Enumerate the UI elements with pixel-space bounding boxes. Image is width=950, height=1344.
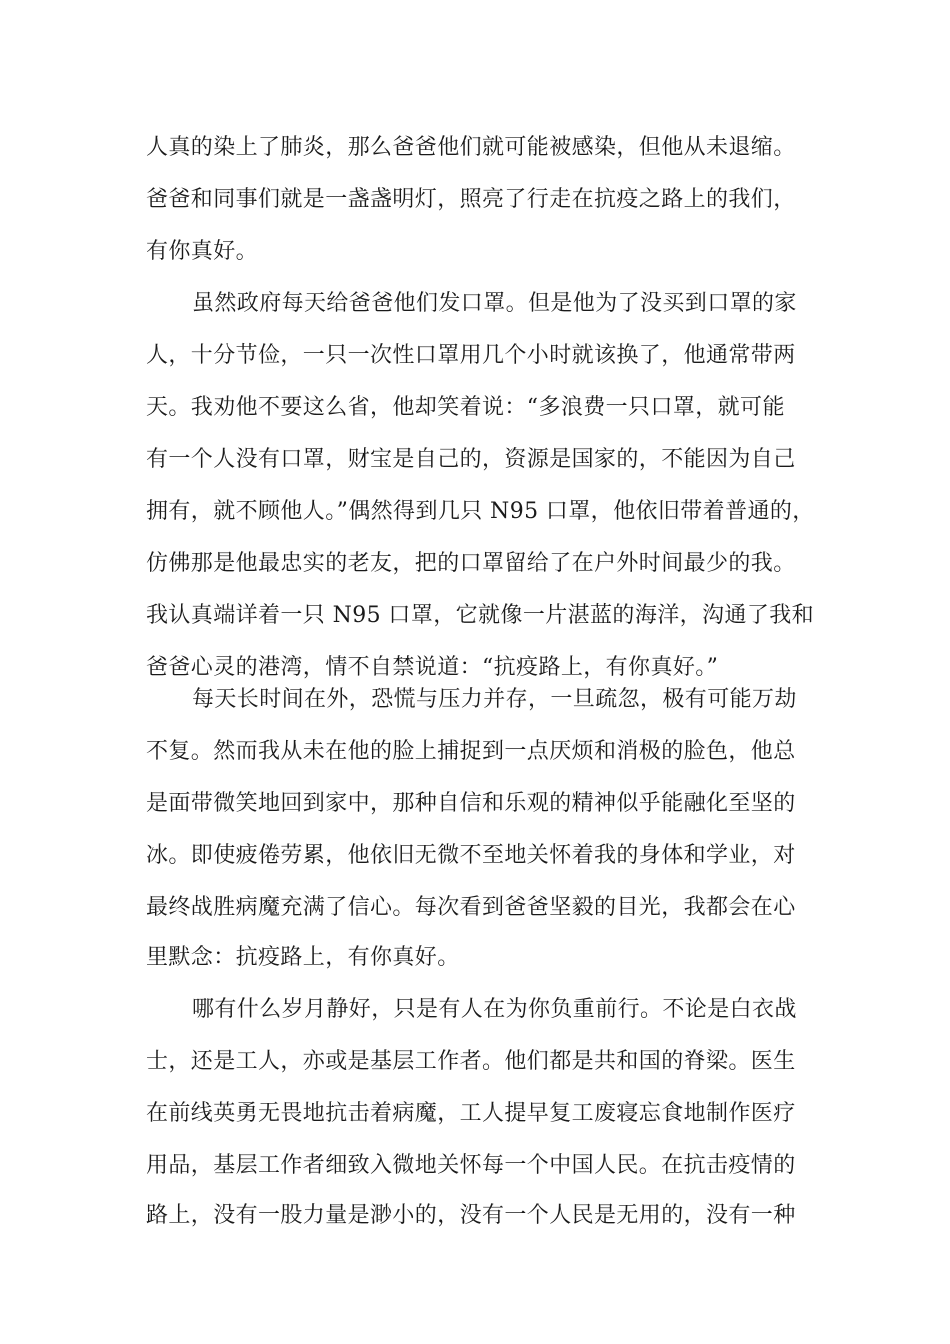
text-line: 我认真端详着一只 N95 口罩，它就像一片湛蓝的海洋，沟通了我和 [146, 603, 815, 628]
text-line: 仿佛那是他最忠实的老友，把的口罩留给了在户外时间最少的我。 [146, 551, 796, 576]
text-line: 爸爸和同事们就是一盏盏明灯，照亮了行走在抗疫之路上的我们， [146, 187, 796, 212]
text-line: 是面带微笑地回到家中，那种自信和乐观的精神似乎能融化至坚的 [146, 791, 796, 816]
paragraph-first-line: 哪有什么岁月静好，只是有人在为你负重前行。不论是白衣战 [192, 997, 797, 1022]
text-line: 里默念：抗疫路上，有你真好。 [146, 945, 460, 970]
text-line: 天。我劝他不要这么省，他却笑着说：“多浪费一只口罩，就可能 [146, 395, 785, 420]
text-line: 冰。即使疲倦劳累，他依旧无微不至地关怀着我的身体和学业，对 [146, 843, 796, 868]
paragraph-first-line: 每天长时间在外，恐慌与压力并存，一旦疏忽，极有可能万劫 [192, 687, 797, 712]
text-line: 有你真好。 [146, 239, 259, 264]
text-line: 有一个人没有口罩，财宝是自己的，资源是国家的，不能因为自己 [146, 447, 796, 472]
text-line: 士，还是工人，亦或是基层工作者。他们都是共和国的脊梁。医生 [146, 1049, 796, 1074]
text-line: 不复。然而我从未在他的脸上捕捉到一点厌烦和消极的脸色，他总 [146, 739, 796, 764]
text-line: 在前线英勇无畏地抗击着病魔，工人提早复工废寝忘食地制作医疗 [146, 1101, 796, 1126]
text-line: 最终战胜病魔充满了信心。每次看到爸爸坚毅的目光，我都会在心 [146, 895, 796, 920]
text-line: 人，十分节俭，一只一次性口罩用几个小时就该换了，他通常带两 [146, 343, 796, 368]
text-line: 爸爸心灵的港湾，情不自禁说道：“抗疫路上，有你真好。” [146, 655, 719, 680]
text-line: 路上，没有一股力量是渺小的，没有一个人民是无用的，没有一种 [146, 1203, 796, 1228]
text-line: 拥有，就不顾他人。”偶然得到几只 N95 口罩，他依旧带着普通的， [146, 499, 815, 524]
paragraph-first-line: 虽然政府每天给爸爸他们发口罩。但是他为了没买到口罩的家 [192, 291, 797, 316]
text-line: 人真的染上了肺炎，那么爸爸他们就可能被感染，但他从未退缩。 [146, 135, 796, 160]
text-line: 用品，基层工作者细致入微地关怀每一个中国人民。在抗击疫情的 [146, 1153, 796, 1178]
